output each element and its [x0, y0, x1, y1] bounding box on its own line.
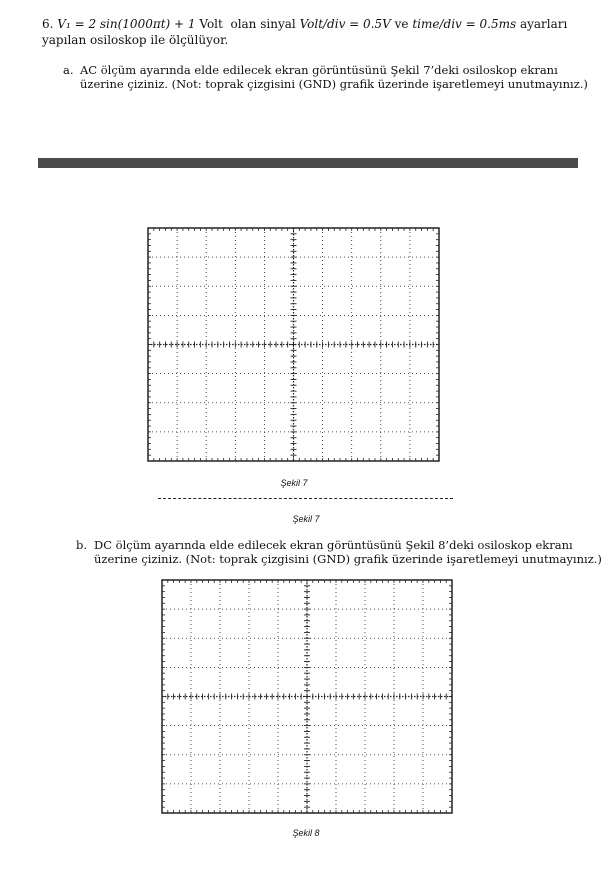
oscilloscope-screen-fig8	[160, 578, 454, 815]
part-b-line1: DC ölçüm ayarında elde edilecek ekran görüntüsünü Şekil 8’deki osiloskop ekranı	[94, 538, 573, 552]
section-divider-bar	[38, 158, 578, 168]
part-b-label: b.	[76, 538, 88, 552]
question-mid-text: olan sinyal	[230, 17, 296, 31]
oscilloscope-screen-fig7	[146, 226, 441, 463]
conjunction-text: ve	[394, 17, 409, 31]
part-a-line1: AC ölçüm ayarında elde edilecek ekran görüntüsünü Şekil 7’deki osiloskop ekranı	[80, 63, 558, 77]
question-line2: yapılan osiloskop ile ölçülüyor.	[42, 33, 229, 47]
signal-formula: V₁ = 2 sin(1000πt) + 1	[57, 17, 196, 31]
part-b-line2: üzerine çiziniz. (Not: toprak çizgisini (GND) grafik üzerinde işaretlemeyi unutmayınız.)	[94, 552, 602, 566]
question-6	[42, 17, 582, 31]
voltdiv-setting: Volt/div = 0.5V	[299, 17, 391, 31]
figure7-caption-repeat: Şekil 7	[292, 514, 320, 524]
figure7-caption: Şekil 7	[280, 478, 308, 488]
figure8-caption: Şekil 8	[292, 828, 320, 838]
unit-text: Volt	[199, 17, 223, 31]
timediv-setting: time/div = 0.5ms	[412, 17, 517, 31]
question-tail-text: ayarları	[519, 17, 568, 31]
question-number: 6.	[42, 17, 54, 31]
scope-grid-fig7	[146, 226, 441, 463]
scope-grid-fig8	[160, 578, 454, 815]
part-a-line2: üzerine çiziniz. (Not: toprak çizgisini (GND) grafik üzerinde işaretlemeyi unutmayınız.)	[80, 77, 588, 91]
dashed-separator	[158, 498, 453, 499]
part-a-label: a.	[63, 63, 74, 77]
